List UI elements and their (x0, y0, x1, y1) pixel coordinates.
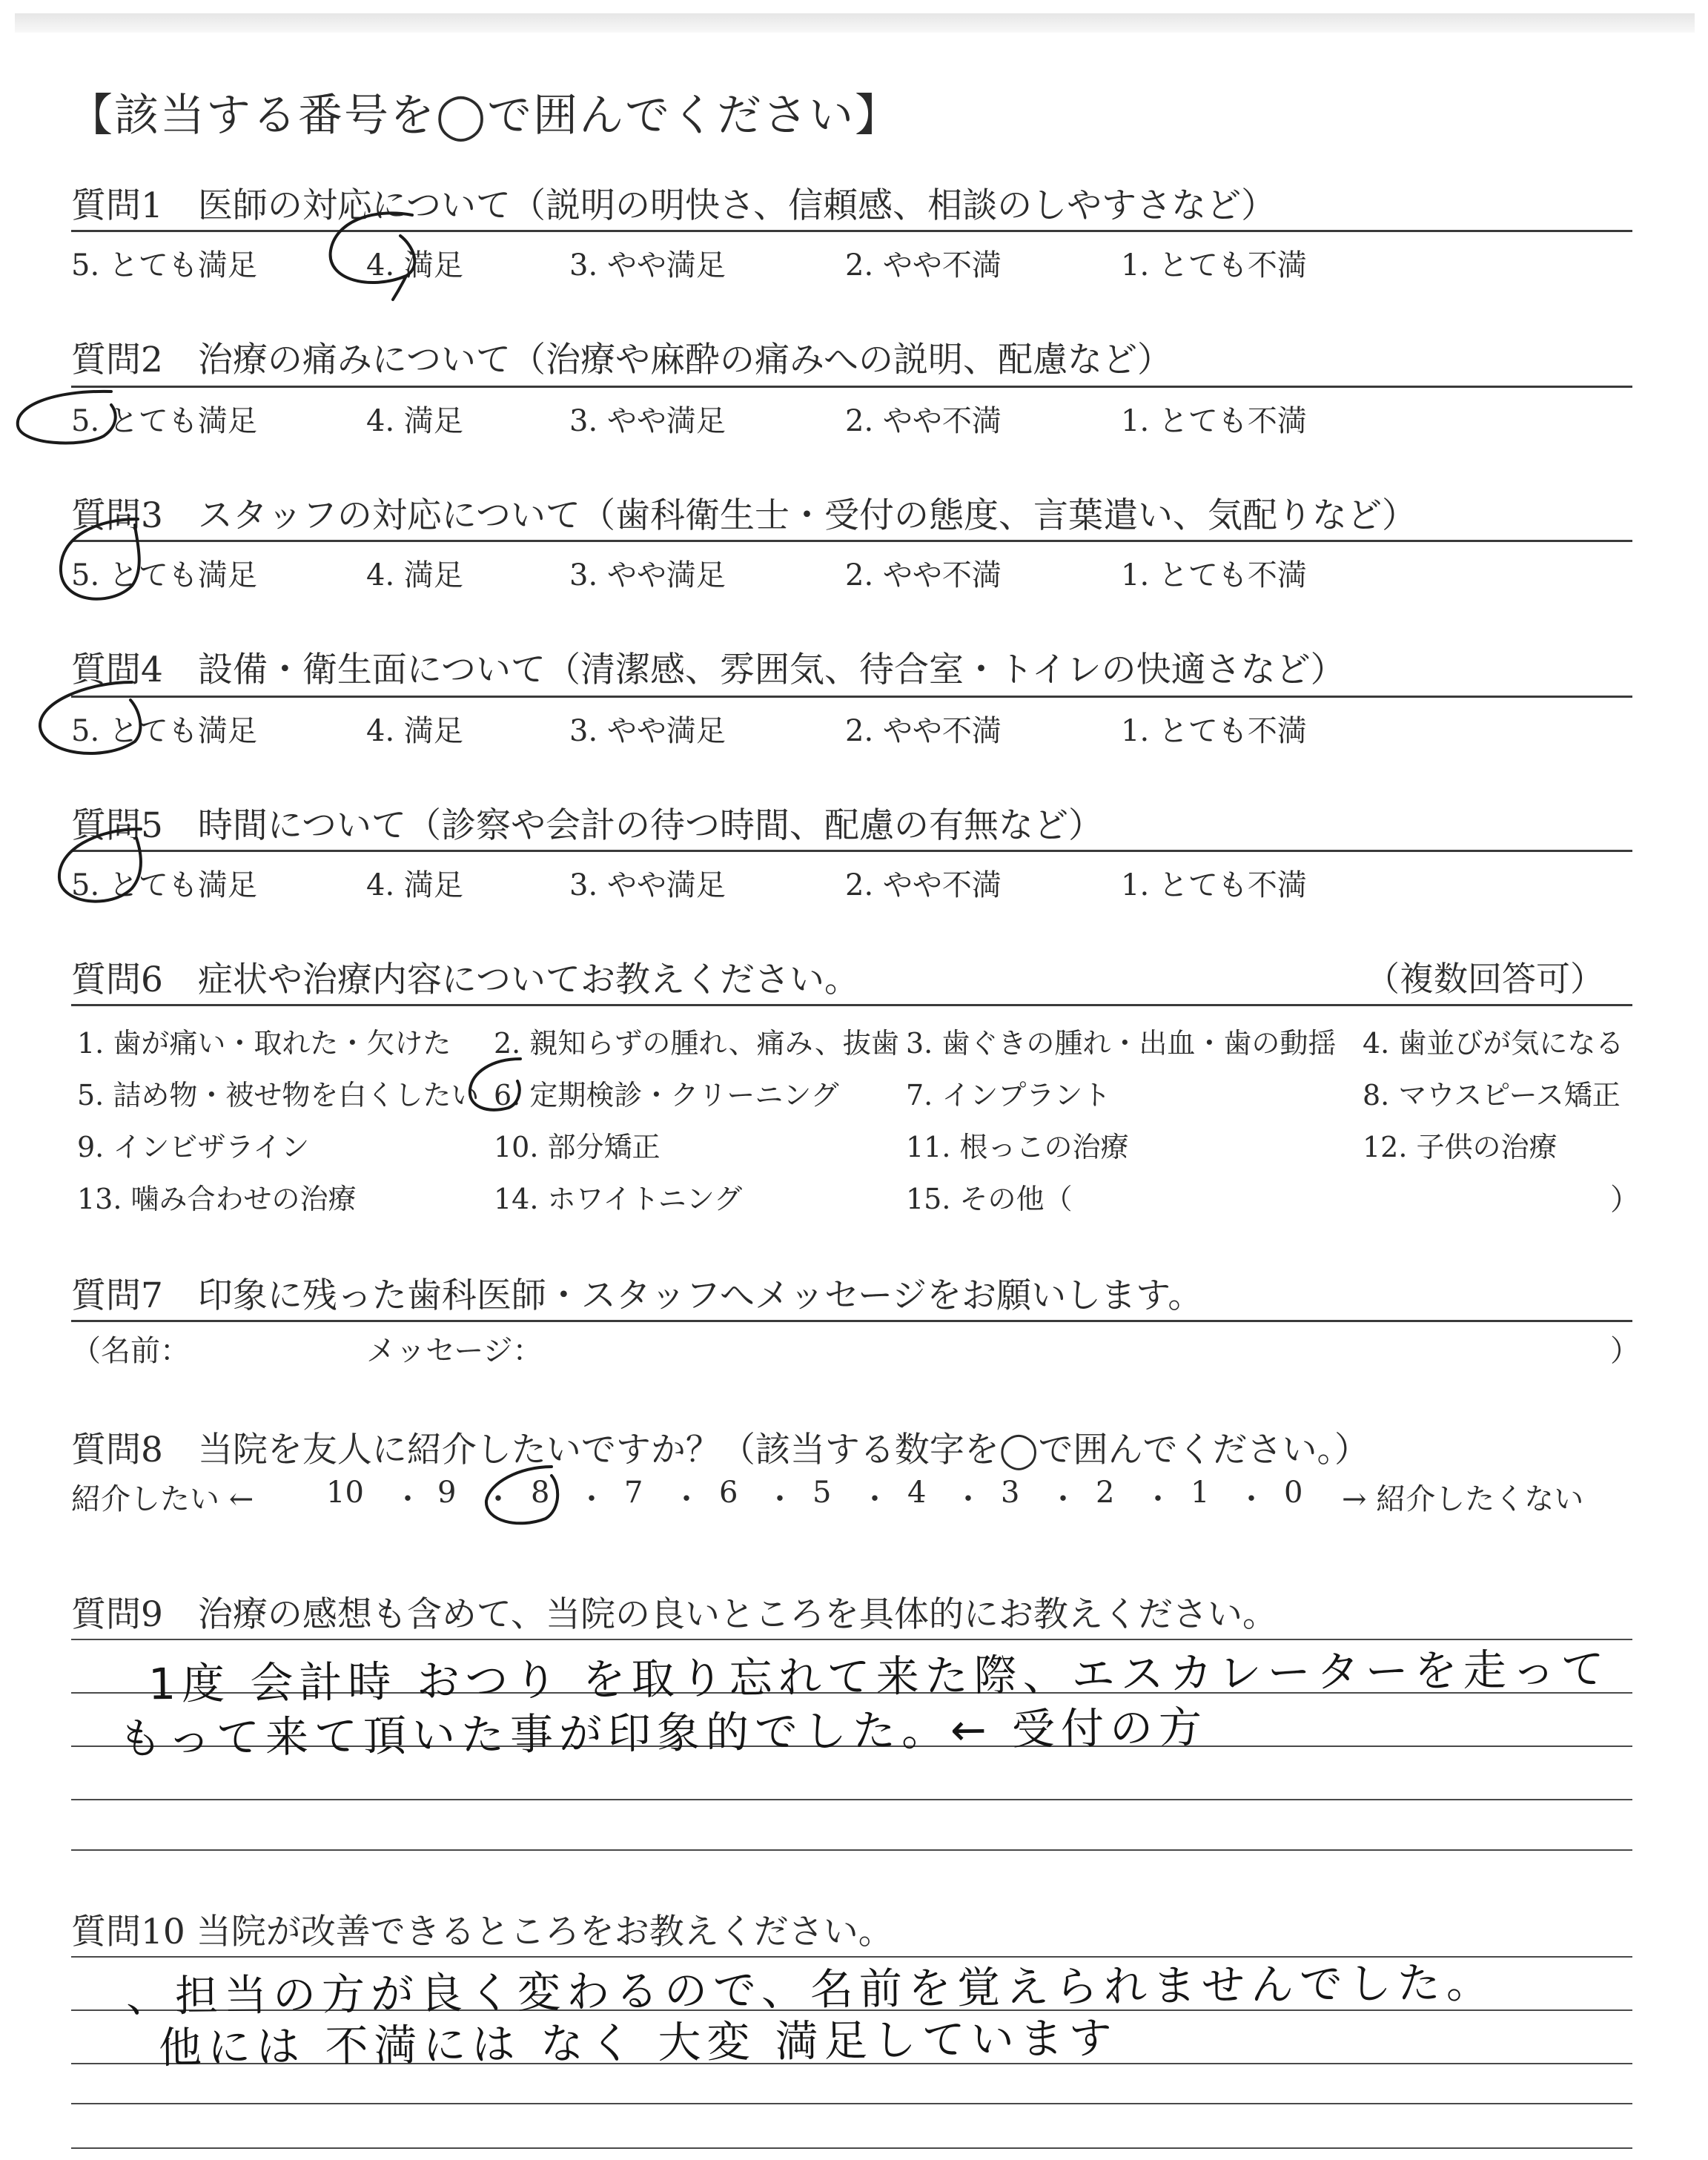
q8-score-4[interactable]: 4 (907, 1476, 927, 1510)
q7-name-label: （名前： (71, 1334, 190, 1368)
scan-top-edge (15, 13, 1695, 33)
q6-option-4[interactable]: 4. 歯並びが気になる (1363, 1027, 1624, 1060)
q8-not-recommend-label: → 紹介したくない (1342, 1482, 1584, 1516)
q6-option-10[interactable]: 10. 部分矯正 (494, 1131, 661, 1163)
q8-score-3[interactable]: 3 (1001, 1476, 1020, 1510)
q6-title: 質問6 症状や治療内容についてお教えください。 (71, 960, 859, 1000)
q1-option-5[interactable]: 5. とても満足 (71, 248, 257, 283)
q3-option-4[interactable]: 4. 満足 (366, 558, 463, 592)
q7-rule (71, 1320, 1632, 1322)
q9-handwritten-answer-line1: 1度 会計時 おつり を取り忘れて来た際、エスカレーターを走って (148, 1643, 1610, 1710)
q8-separator: ・ (577, 1482, 606, 1516)
q6-rule (71, 1004, 1632, 1006)
q6-multiple-answer-note: （複数回答可） (1366, 959, 1604, 999)
q2-option-5[interactable]: 5. とても満足 (71, 404, 257, 438)
q10-handwritten-answer-line2: 他には 不満には なく 大変 満足しています (158, 2012, 1119, 2073)
page-heading: 【該当する番号を◯で囲んでください】 (68, 90, 901, 142)
q5-rule (71, 850, 1632, 852)
q8-score-2[interactable]: 2 (1096, 1476, 1115, 1510)
q6-option-11[interactable]: 11. 根っこの治療 (906, 1131, 1129, 1163)
q6-option-1[interactable]: 1. 歯が痛い・取れた・欠けた (77, 1027, 451, 1060)
q9-title: 質問9 治療の感想も含めて、当院の良いところを具体的にお教えください。 (71, 1594, 1277, 1635)
q7-title: 質問7 印象に残った歯科医師・スタッフへメッセージをお願いします。 (71, 1275, 1203, 1316)
q6-option-15[interactable]: 15. その他（ (906, 1183, 1073, 1215)
q10-answer-line (71, 2103, 1632, 2104)
q6-option-14[interactable]: 14. ホワイトニング (494, 1183, 743, 1215)
q4-option-3[interactable]: 3. やや満足 (569, 714, 726, 748)
q10-title: 質問10 当院が改善できるところをお教えください。 (71, 1912, 893, 1952)
q3-rule (71, 540, 1632, 542)
q5-option-5[interactable]: 5. とても満足 (71, 868, 257, 902)
q8-score-8[interactable]: 8 (531, 1476, 550, 1510)
q10-handwritten-answer-line1: 、担当の方が良く変わるので、名前を覚えられませんでした。 (125, 1957, 1496, 2022)
q8-separator: ・ (860, 1482, 890, 1516)
q8-separator: ・ (1048, 1482, 1078, 1516)
q9-answer-line (71, 1799, 1632, 1800)
q1-rule (71, 230, 1632, 232)
q8-score-5[interactable]: 5 (812, 1476, 832, 1510)
q6-option-2[interactable]: 2. 親知らずの腫れ、痛み、抜歯 (494, 1027, 899, 1060)
q6-other-close-paren: ） (1610, 1183, 1640, 1217)
q4-option-5[interactable]: 5. とても満足 (71, 714, 257, 748)
q5-option-4[interactable]: 4. 満足 (366, 868, 463, 902)
q7-close-paren: ） (1610, 1334, 1640, 1368)
q6-option-7[interactable]: 7. インプラント (906, 1079, 1111, 1112)
q8-score-7[interactable]: 7 (624, 1476, 643, 1510)
q4-option-1[interactable]: 1. とても不満 (1121, 714, 1307, 748)
q8-separator: ・ (483, 1482, 513, 1516)
q5-option-2[interactable]: 2. やや不満 (845, 868, 1002, 902)
q6-option-5[interactable]: 5. 詰め物・被せ物を白くしたい (77, 1079, 480, 1112)
q2-option-1[interactable]: 1. とても不満 (1121, 404, 1307, 438)
q7-message-label: メッセージ： (366, 1334, 543, 1368)
q4-rule (71, 696, 1632, 698)
q3-title: 質問3 スタッフの対応について（歯科衛生士・受付の態度、言葉遣い、気配りなど） (71, 495, 1417, 536)
q2-title: 質問2 治療の痛みについて（治療や麻酔の痛みへの説明、配慮など） (71, 340, 1173, 380)
q4-title: 質問4 設備・衛生面について（清潔感、雰囲気、待合室・トイレの快適さなど） (71, 650, 1345, 690)
q3-option-3[interactable]: 3. やや満足 (569, 558, 726, 592)
q9-answer-line (71, 1849, 1632, 1851)
q8-separator: ・ (1143, 1482, 1173, 1516)
q6-option-13[interactable]: 13. 噛み合わせの治療 (77, 1183, 357, 1215)
q8-score-10[interactable]: 10 (326, 1476, 364, 1510)
q8-separator: ・ (1237, 1482, 1266, 1516)
q6-option-6[interactable]: 6. 定期検診・クリーニング (494, 1079, 839, 1112)
q8-separator: ・ (393, 1482, 423, 1516)
q4-option-2[interactable]: 2. やや不満 (845, 714, 1002, 748)
q3-option-1[interactable]: 1. とても不満 (1121, 558, 1307, 592)
q5-option-1[interactable]: 1. とても不満 (1121, 868, 1307, 902)
q3-option-5[interactable]: 5. とても満足 (71, 558, 257, 592)
q8-score-0[interactable]: 0 (1284, 1476, 1303, 1510)
q8-score-9[interactable]: 9 (437, 1476, 457, 1510)
q8-score-1[interactable]: 1 (1191, 1476, 1210, 1510)
q8-separator: ・ (672, 1482, 701, 1516)
q6-option-9[interactable]: 9. インビザライン (77, 1131, 310, 1163)
q8-separator: ・ (953, 1482, 983, 1516)
q8-separator: ・ (765, 1482, 795, 1516)
q2-option-2[interactable]: 2. やや不満 (845, 404, 1002, 438)
q1-option-2[interactable]: 2. やや不満 (845, 248, 1002, 283)
q1-option-4[interactable]: 4. 満足 (366, 248, 463, 283)
q5-option-3[interactable]: 3. やや満足 (569, 868, 726, 902)
q2-rule (71, 386, 1632, 388)
q1-title: 質問1 医師の対応について（説明の明快さ、信頼感、相談のしやすさなど） (71, 185, 1277, 226)
q10-answer-line (71, 2147, 1632, 2149)
q9-handwritten-answer-line2: もって来て頂いた事が印象的でした。← 受付の方 (118, 1702, 1208, 1764)
q2-option-3[interactable]: 3. やや満足 (569, 404, 726, 438)
q1-option-3[interactable]: 3. やや満足 (569, 248, 726, 283)
q4-option-4[interactable]: 4. 満足 (366, 714, 463, 748)
q2-option-4[interactable]: 4. 満足 (366, 404, 463, 438)
q6-option-8[interactable]: 8. マウスピース矯正 (1363, 1079, 1621, 1112)
q6-option-12[interactable]: 12. 子供の治療 (1363, 1131, 1558, 1163)
q8-recommend-label: 紹介したい ← (71, 1482, 254, 1516)
q8-title: 質問8 当院を友人に紹介したいですか？（該当する数字を◯で囲んでください。） (71, 1430, 1370, 1470)
q6-option-3[interactable]: 3. 歯ぐきの腫れ・出血・歯の動揺 (906, 1027, 1337, 1060)
q5-title: 質問5 時間について（診察や会計の待つ時間、配慮の有無など） (71, 805, 1103, 846)
q3-option-2[interactable]: 2. やや不満 (845, 558, 1002, 592)
q8-score-6[interactable]: 6 (719, 1476, 738, 1510)
q1-option-1[interactable]: 1. とても不満 (1121, 248, 1307, 283)
